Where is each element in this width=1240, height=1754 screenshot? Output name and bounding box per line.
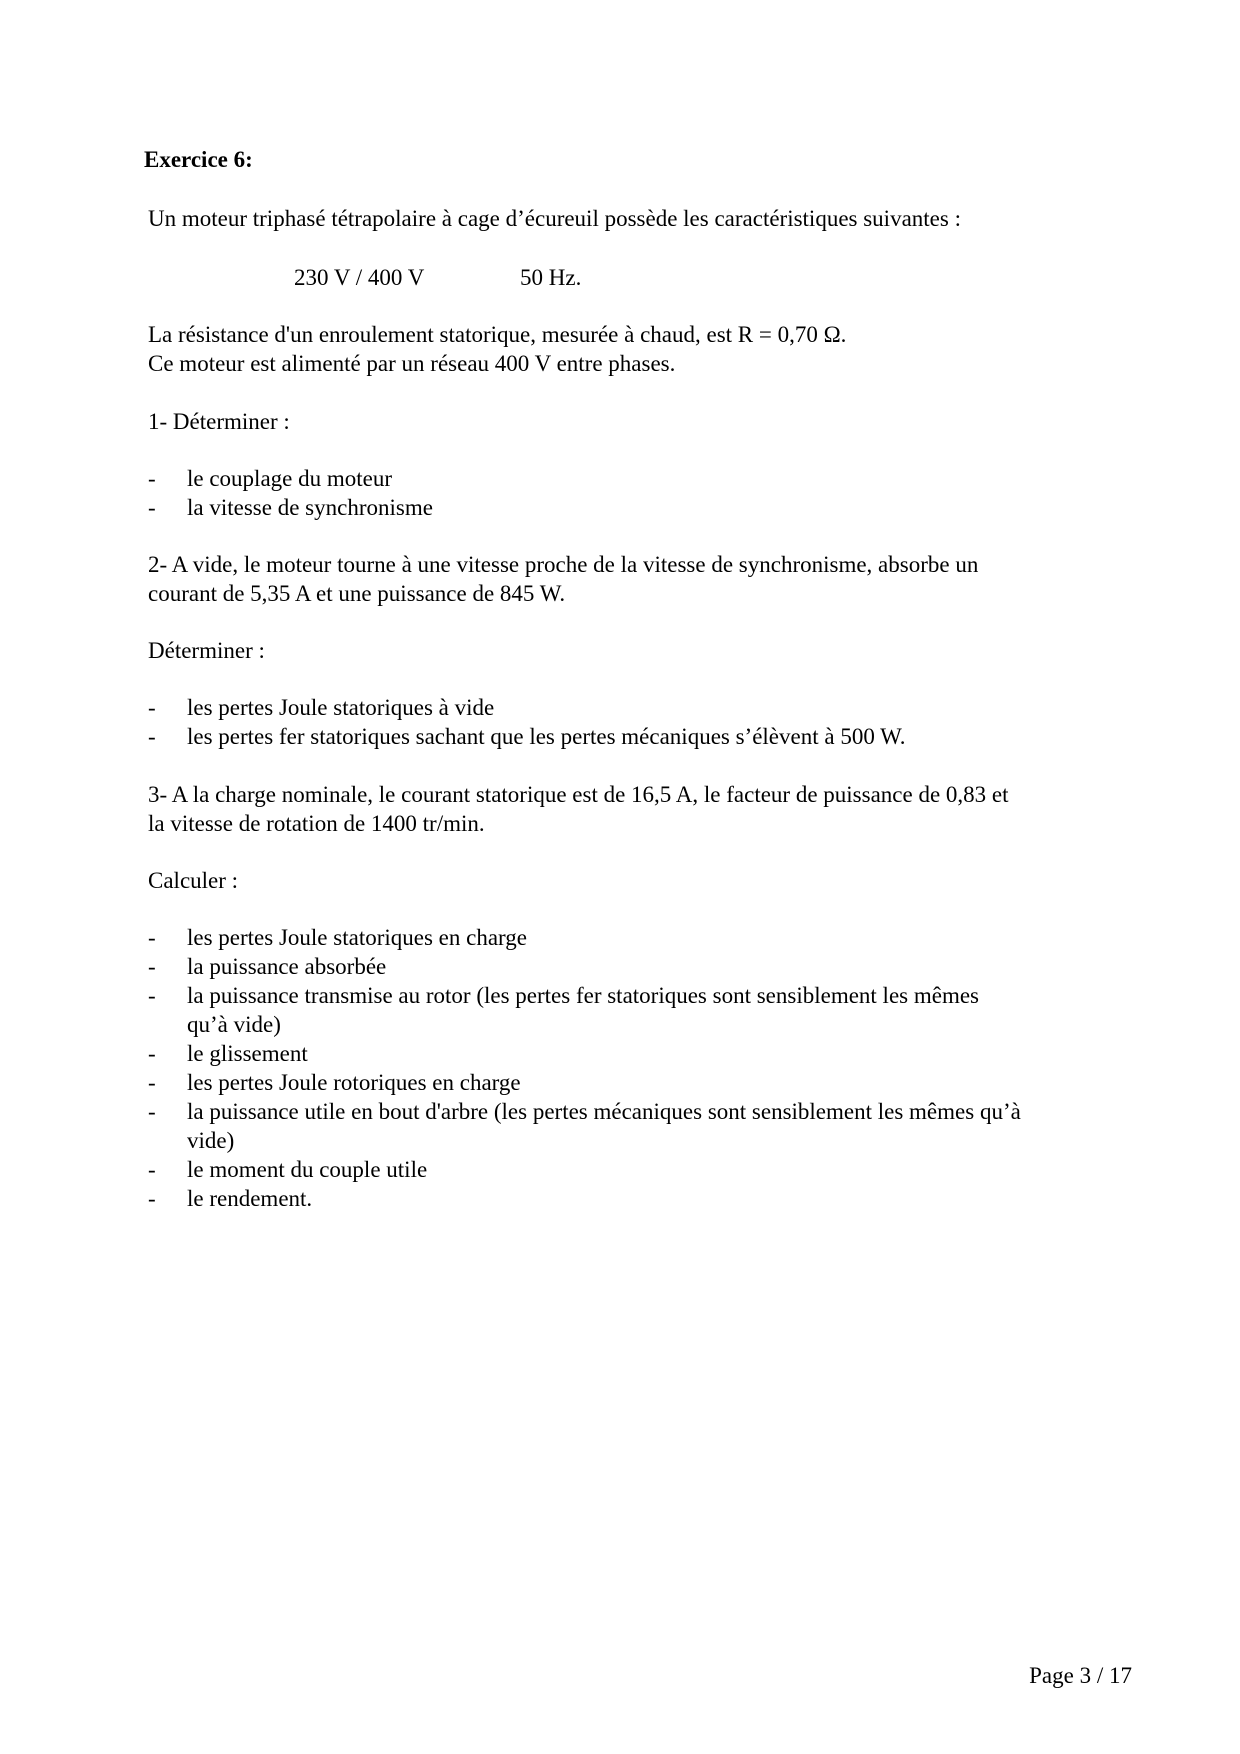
intro-paragraph: Un moteur triphasé tétrapolaire à cage d’écureuil possède les caractéristiques suivantes : <box>148 206 961 231</box>
list-marker: - <box>148 1099 156 1124</box>
list-marker: - <box>148 1041 156 1066</box>
q2-heading: Déterminer : <box>148 638 265 663</box>
q1-heading: 1- Déterminer : <box>148 409 290 434</box>
list-item: - les pertes Joule statoriques à vide <box>148 695 495 720</box>
list-item: - la vitesse de synchronisme <box>148 495 433 520</box>
list-marker: - <box>148 724 156 749</box>
list-item: - le moment du couple utile <box>148 1157 428 1182</box>
exercise-title: Exercice 6: <box>144 147 253 172</box>
list-marker: - <box>148 466 156 491</box>
list-item: - le glissement <box>148 1041 308 1066</box>
list-item: - la puissance absorbée <box>148 954 387 979</box>
list-marker: - <box>148 1070 156 1095</box>
spec-frequency: 50 Hz. <box>520 265 582 290</box>
list-item: - la puissance utile en bout d'arbre (les pertes mécaniques sont sensiblement les mêmes qu’à vide) <box>148 1099 1021 1153</box>
q2-line-1: 2- A vide, le moteur tourne à une vitesse proche de la vitesse de synchronisme, absorbe un <box>148 552 979 577</box>
resistance-paragraph <box>148 320 1108 378</box>
q1-list <box>148 464 1108 522</box>
q2-paragraph <box>148 550 1108 608</box>
list-item: - les pertes fer statoriques sachant que les pertes mécaniques s’élèvent à 500 W. <box>148 724 906 749</box>
q2-line-2: courant de 5,35 A et une puissance de 845 W. <box>148 581 566 606</box>
q3-paragraph <box>148 780 1108 838</box>
q2-list <box>148 693 1108 751</box>
page-number: Page 3 / 17 <box>1029 1663 1132 1688</box>
spec-voltage: 230 V / 400 V <box>294 265 425 290</box>
list-marker: - <box>148 695 156 720</box>
q3-line-1: 3- A la charge nominale, le courant statorique est de 16,5 A, le facteur de puissance de 0,83 et <box>148 782 1009 807</box>
list-marker: - <box>148 495 156 520</box>
list-marker: - <box>148 1157 156 1182</box>
list-marker: - <box>148 1186 156 1211</box>
list-item: - le rendement. <box>148 1186 313 1211</box>
list-item: - le couplage du moteur <box>148 466 393 491</box>
resistance-line: La résistance d'un enroulement statorique, mesurée à chaud, est R = 0,70 Ω. <box>148 322 847 347</box>
q3-list <box>148 923 1108 1213</box>
list-marker: - <box>148 925 156 950</box>
q3-heading: Calculer : <box>148 868 239 893</box>
list-marker: - <box>148 983 156 1008</box>
supply-line: Ce moteur est alimenté par un réseau 400 V entre phases. <box>148 351 676 376</box>
list-marker: - <box>148 954 156 979</box>
list-item: - les pertes Joule statoriques en charge <box>148 925 527 950</box>
q3-line-2: la vitesse de rotation de 1400 tr/min. <box>148 811 485 836</box>
list-item: - les pertes Joule rotoriques en charge <box>148 1070 521 1095</box>
list-item: - la puissance transmise au rotor (les pertes fer statoriques sont sensiblement les mêmes qu’à vide) <box>148 983 980 1037</box>
